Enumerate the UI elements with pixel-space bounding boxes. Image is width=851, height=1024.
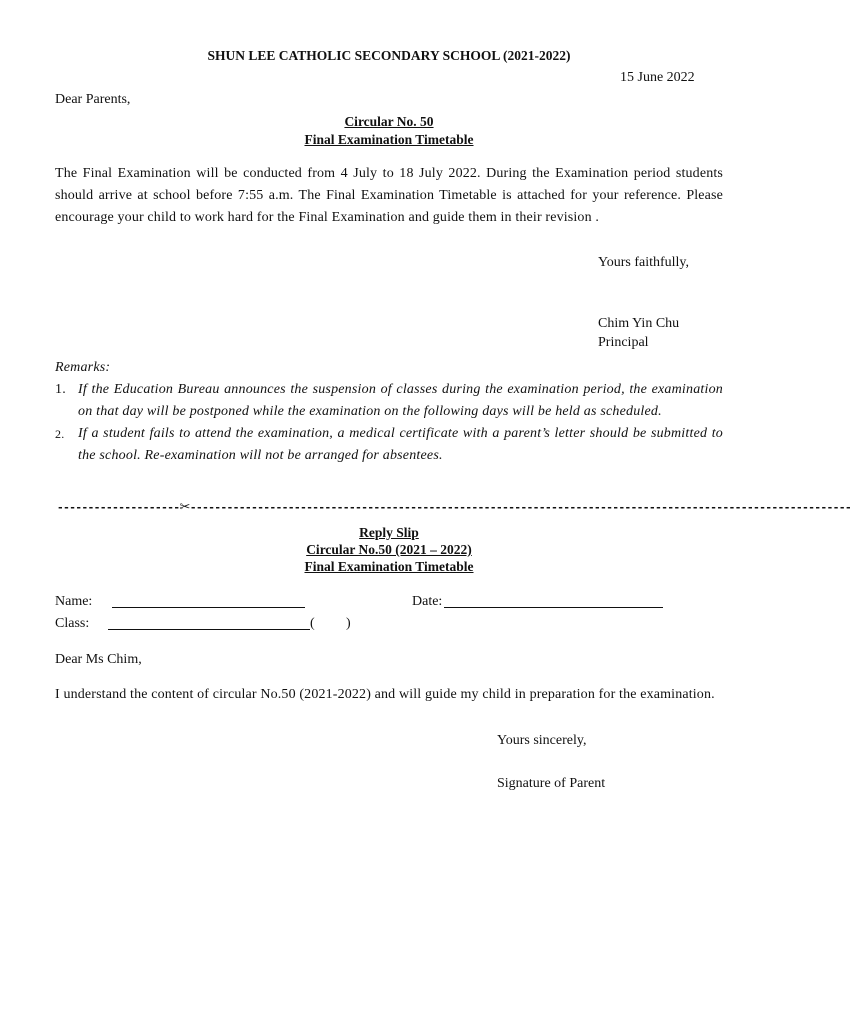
date-label: Date: [412,594,443,609]
salutation: Dear Parents, [55,92,131,107]
signatory-title: Principal [598,335,649,350]
reply-slip-circular: Circular No.50 (2021 – 2022) [306,542,472,557]
signatory-name: Chim Yin Chu [598,316,680,331]
letter-date: 15 June 2022 [620,70,695,85]
cut-line-left: -------------------- [57,501,180,514]
class-field[interactable] [108,615,310,630]
scissors-icon: ✂ [179,500,190,515]
remark-text: If a student fails to attend the examination, a medical certificate with a parent’s letter should be submitted to the school. Re-examination will not be arranged for absentees. [78,426,723,463]
name-field[interactable] [112,593,305,608]
remark-number: 1. [55,382,66,397]
date-field[interactable] [444,593,663,608]
remark-text: If the Education Bureau announces the suspension of classes during the examination period, the examination on that day will be postponed while the examination on the following days will be held as scheduled. [78,382,723,419]
closing: Yours faithfully, [598,255,690,270]
reply-slip-subject: Final Examination Timetable [304,559,474,574]
remark-number: 2. [55,427,65,441]
remarks-list [55,379,723,467]
reply-salutation: Dear Ms Chim, [55,652,142,667]
reply-body: I understand the content of circular No.50 (2021-2022) and will guide my child in preparation for the examination. [55,687,715,702]
reply-closing: Yours sincerely, [497,733,587,748]
class-label: Class: [55,616,90,631]
remarks-heading: Remarks: [55,360,111,375]
signature-label: Signature of Parent [497,776,606,791]
class-number-close-paren: ) [346,616,351,631]
name-label: Name: [55,594,93,609]
letter-body: The Final Examination will be conducted from 4 July to 18 July 2022. During the Examination period students should arrive at school before 7:55 a.m. The Final Examination Timetable is attached for your reference. Please encourage your child to work hard for the Final Examination and guide them in their revision . [55,166,723,225]
cut-line [57,500,851,515]
cut-line-right: ------------------------------------------------------------------------------------------------------------ [189,501,851,514]
class-number-open-paren: ( [310,616,315,631]
school-header: SHUN LEE CATHOLIC SECONDARY SCHOOL (2021-2022) [207,48,571,63]
circular-subject: Final Examination Timetable [304,132,474,147]
remark-item [55,379,723,423]
circular-number: Circular No. 50 [344,114,434,129]
reply-slip-heading: Reply Slip [359,525,419,540]
remark-item [55,423,723,467]
